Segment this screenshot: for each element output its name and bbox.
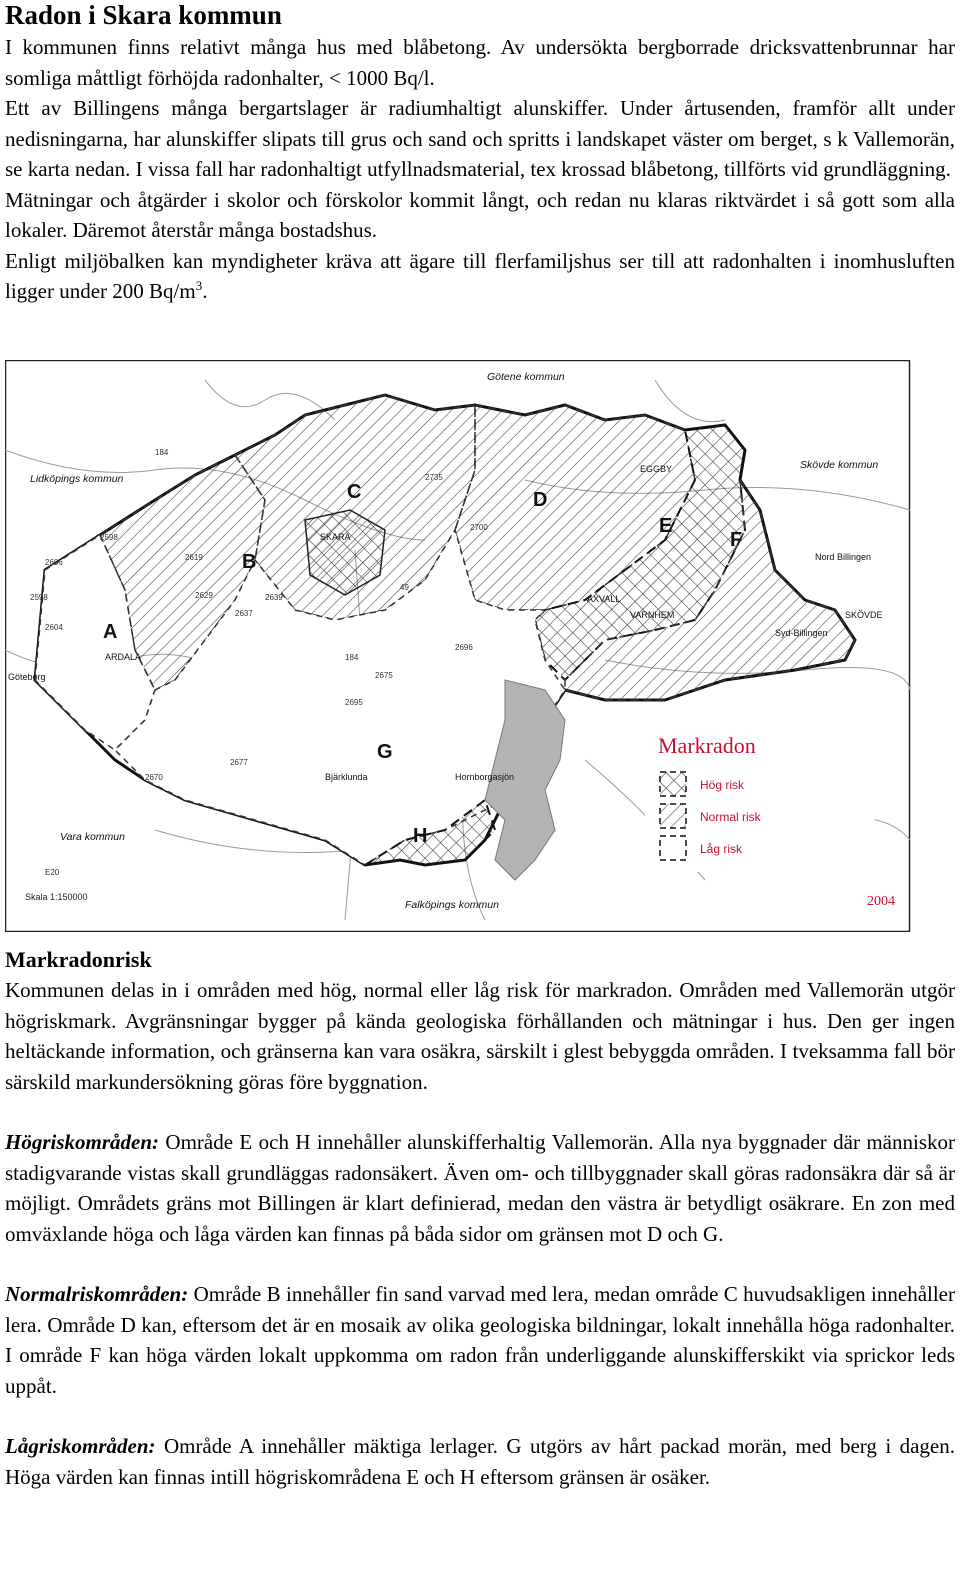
road-184-south: 184 [345, 653, 359, 662]
low-risk-lead: Lågriskområden: [5, 1434, 156, 1458]
road-2598: 2598 [30, 593, 48, 602]
label-skara: SKARA [320, 532, 351, 542]
page-title: Radon i Skara kommun [5, 0, 282, 30]
high-risk-text: Område E och H innehåller alunskifferhaltig Vallemorän. Alla nya byggnader där människor stadigvarande vistas skall grundläggas radonsäkert. Även om- och tillbyggnader skall göras radonsäkra där så är möjligt. Områdets gräns mot Billingen är klart definierad, medan den västra är betydligt osäkrare. En zon med omväxlande höga och låga värden kan finnas på båda sidor om gränsen mot D och G. [5, 1130, 955, 1246]
road-2598-north: 2598 [100, 533, 118, 542]
label-varnhem: VARNHEM [630, 610, 675, 620]
high-risk-paragraph [5, 1127, 955, 1249]
label-skovde: Skövde kommun [800, 459, 879, 471]
label-ardala: ARDALA [105, 652, 142, 662]
road-2695: 2695 [345, 698, 363, 707]
normal-risk-text: Område B innehåller fin sand varvad med lera, medan område C huvudsakligen innehåller lera. Område D kan, eftersom det är en mosaik av olika geologiska bildningar, lokalt innehålla höga radonhalter. I område F kan höga värden lokalt uppkomma om radon från underliggande alunskifferskikt via sprickor leds uppåt. [5, 1282, 955, 1398]
normal-risk-lead: Normalriskområden: [5, 1282, 189, 1306]
area-label-h: H [413, 825, 428, 847]
intro-paragraph-billingen: Ett av Billingens många bergartslager är radiumhaltigt alunskiffer. Under årtusenden, framför allt under nedisningarna, har alunskiffer slipats till grus och sand och spritts i landskapet väster om berget, s k Vallemorän, se karta nedan. I vissa fall har radonhaltigt utfyllnadsmaterial, tex krossad blåbetong, tillförts vid grundläggning. [5, 96, 955, 181]
road-2629: 2629 [195, 591, 213, 600]
road-184: 184 [155, 448, 169, 457]
area-label-g: G [377, 741, 393, 763]
road-2675: 2675 [375, 671, 393, 680]
map-year: 2004 [867, 894, 895, 909]
legend-swatch-normal [660, 804, 686, 828]
legend-title: Markradon [658, 733, 756, 758]
road-2670: 2670 [145, 773, 163, 782]
intro-paragraph-law [5, 246, 955, 307]
label-eggby: EGGBY [640, 464, 673, 474]
road-2735: 2735 [425, 473, 443, 482]
label-axvall: AXVALL [587, 594, 621, 604]
radon-risk-map [5, 360, 930, 932]
road-49: 49 [400, 583, 409, 592]
label-syd-billingen: Syd-Billingen [775, 628, 828, 638]
label-bjarklunda: Bjärklunda [325, 772, 368, 782]
area-label-a: A [103, 621, 118, 643]
legend-label-normal: Normal risk [700, 810, 761, 824]
road-2619: 2619 [185, 553, 203, 562]
normal-risk-paragraph [5, 1279, 955, 1401]
markradon-section [5, 945, 955, 1492]
road-2700: 2700 [470, 523, 488, 532]
area-label-f: F [730, 529, 743, 551]
area-label-b: B [242, 551, 257, 573]
label-falkoping: Falköpings kommun [405, 899, 499, 911]
label-goteborg: Göteborg [8, 672, 46, 682]
legend-label-low: Låg risk [700, 842, 743, 856]
high-risk-lead: Högriskområden: [5, 1130, 160, 1154]
label-vara: Vara kommun [60, 831, 125, 843]
map-scale: Skala 1:150000 [25, 892, 88, 902]
area-label-c: C [347, 481, 362, 503]
low-risk-paragraph [5, 1431, 955, 1492]
road-2606: 2606 [45, 558, 63, 567]
road-2677: 2677 [230, 758, 248, 767]
law-text: Enligt miljöbalken kan myndigheter kräva att ägare till flerfamiljshus ser till att radonhalten i inomhusluften ligger under 200 Bq/m [5, 248, 955, 303]
intro-paragraph-measurements: Mätningar och åtgärder i skolor och förskolor kommit långt, och redan nu klaras riktvärdet i så gott som alla lokaler. Däremot återstår många bostadshus. [5, 187, 955, 242]
legend-swatch-low [660, 836, 686, 860]
intro-section [5, 32, 955, 307]
area-label-e: E [659, 515, 673, 537]
road-2604: 2604 [45, 623, 63, 632]
label-lidkoping: Lidköpings kommun [30, 473, 124, 485]
law-text-end: . [202, 279, 208, 303]
area-label-d: D [533, 489, 548, 511]
label-nord-billingen: Nord Billingen [815, 552, 872, 562]
section-intro-paragraph: Kommunen delas in i områden med hög, normal eller låg risk för markradon. Områden med Vallemorän utgör högriskmark. Avgränsningar bygger på kända geologiska förhållanden och mätningar i hus. Den ger ingen heltäckande information, och gränserna kan vara osäkra, särskilt i glest bebyggda områden. I tveksamma fall bör särskild markundersökning göras före byggnation. [5, 978, 955, 1094]
intro-paragraph-wells: I kommunen finns relativt många hus med blåbetong. Av undersökta bergborrade dricksvattenbrunnar har somliga måttligt förhöjda radonhalter, < 1000 Bq/l. [5, 35, 955, 90]
label-gotene: Götene kommun [487, 371, 565, 383]
road-2696: 2696 [455, 643, 473, 652]
legend-swatch-high [660, 772, 686, 796]
unit-superscript: 3 [195, 278, 203, 293]
map-legend [645, 722, 875, 872]
low-risk-text: Område A innehåller mäktiga lerlager. G utgörs av hårt packad morän, med berg i dagen. Höga värden kan finnas intill högriskområdena E och H eftersom gränsen är osäker. [5, 1434, 955, 1489]
road-2637: 2637 [235, 609, 253, 618]
legend-label-high: Hög risk [700, 778, 745, 792]
road-e20: E20 [45, 868, 60, 877]
label-skovde-town: SKÖVDE [845, 610, 883, 620]
section-heading: Markradonrisk [5, 947, 152, 972]
label-hornborgasjon: Hornborgasjön [455, 772, 515, 782]
road-2639: 2639 [265, 593, 283, 602]
